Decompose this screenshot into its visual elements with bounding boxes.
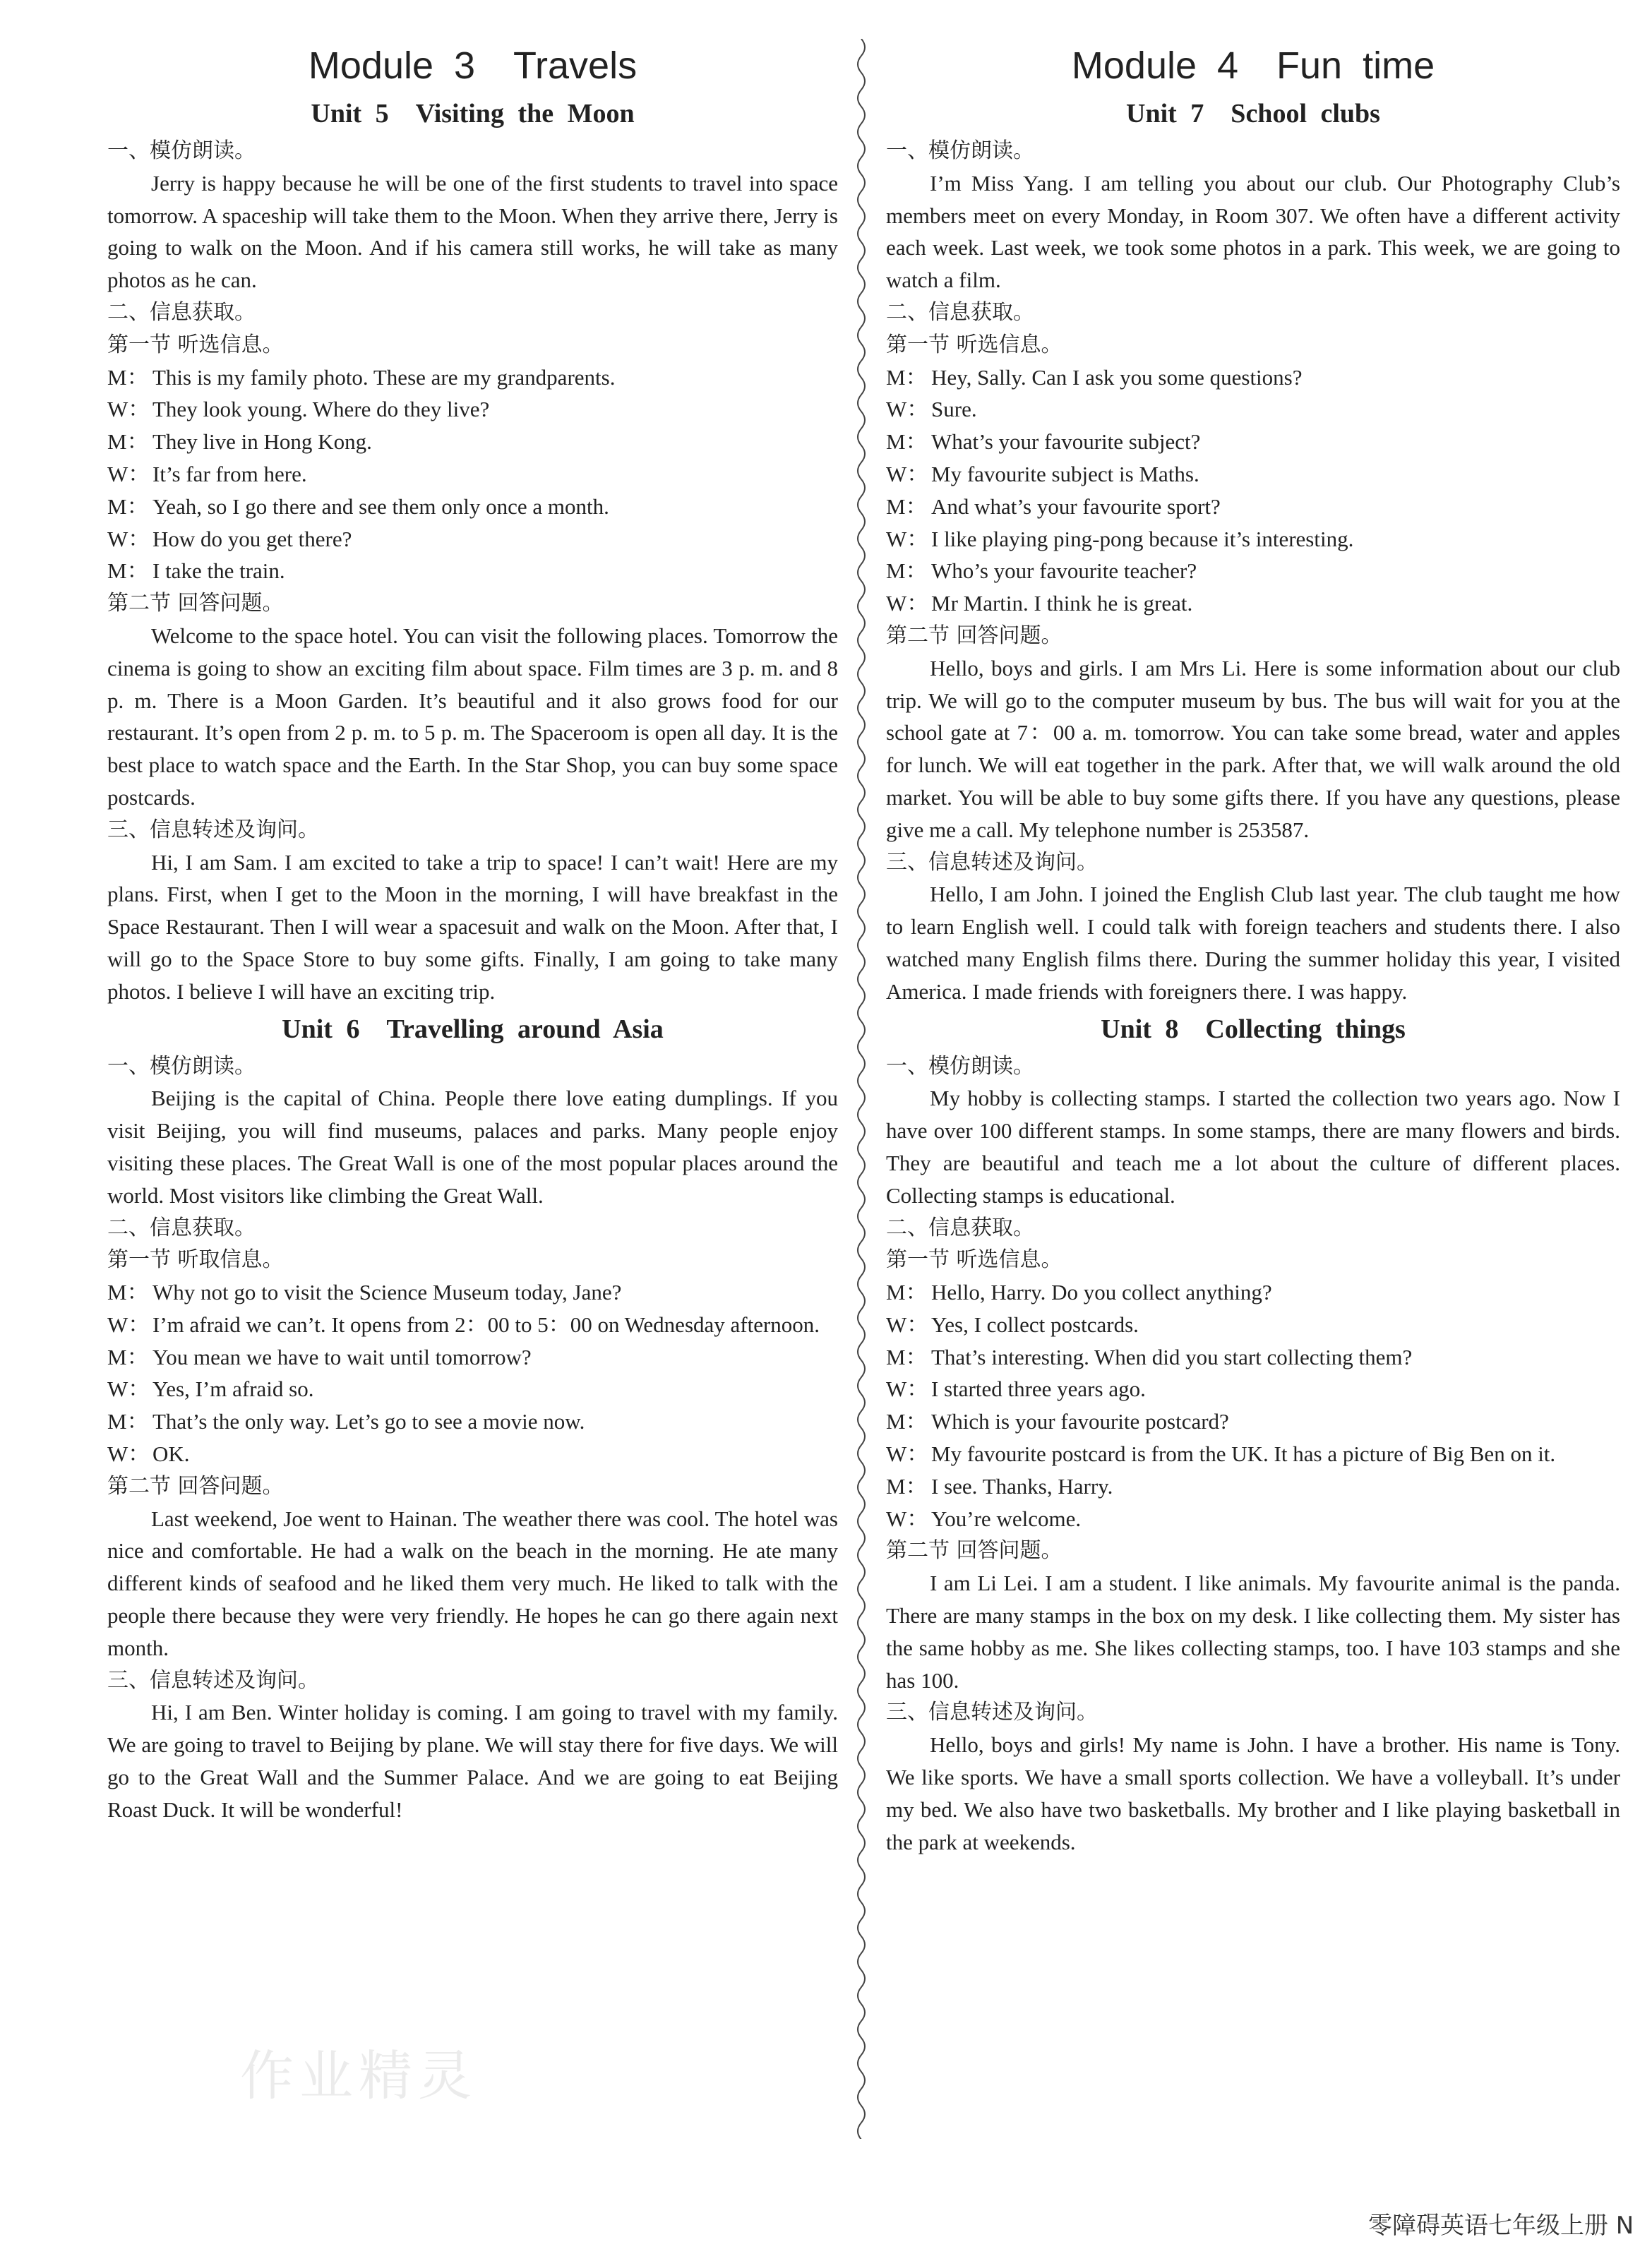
speaker-label: W： [886,461,929,486]
unit7-reading-passage: I’m Miss Yang. I am telling you about our club. Our Photography Club’s members meet on every Monday, in Room 307. We often have a different activity each week. Last week, we took some photos in a park. This week, we are going to watch a film. [886,170,1620,293]
dialogue-text: Yeah, so I go there and see them only once a month. [152,493,609,519]
speaker-label: M： [886,1344,928,1369]
unit7-part1-heading: 第一节 听选信息。 [886,332,1063,357]
dialogue-line [886,1470,1620,1503]
dialogue-text: Yes, I’m afraid so. [152,1377,314,1402]
unit6-retell-passage: Hi, I am Ben. Winter holiday is coming. I am going to travel with my family. We are going to travel to Beijing by plane. We will stay there for five days. We will go to the Great Wall and the Summer Palace. And we are going to eat Beijing Roast Duck. It will be wonderful! [107,1700,838,1822]
unit5-part2-heading: 第二节 回答问题。 [107,591,284,616]
unit8-section1-heading: 一、模仿朗读。 [886,1053,1034,1079]
speaker-label: M： [107,493,149,519]
dialogue-text: I see. Thanks, Harry. [931,1473,1113,1499]
speaker-label: W： [886,1506,929,1531]
unit6-dialogue [107,1276,838,1470]
dialogue-text: Yes, I collect postcards. [931,1312,1139,1337]
dialogue-line [886,1309,1620,1341]
unit5-retell-passage: Hi, I am Sam. I am excited to take a trip to space! I can’t wait! Here are my plans. First, when I get to the Moon in the morning, I will have breakfast in the Space Restaurant. Then I will wear a spacesuit and walk on the Moon. After that, I will go to the Space Store to buy some gifts. Finally, I am going to take many photos. I believe I will have an exciting trip. [107,849,838,1004]
dialogue-line [107,458,838,491]
module-4-title: Module 4 Fun time [1071,44,1435,87]
unit7-answer-passage: Hello, boys and girls. I am Mrs Li. Here is some information about our club trip. We will go to the computer museum by bus. The bus will wait for you at the school gate at 7：00 a. m. tomorrow. You can take some bread, water and apples for lunch. We will eat together in the park. After that, we will walk around the old market. You will be able to buy some gifts there. If you have any questions, please give me a call. My telephone number is 253587. [886,655,1620,842]
speaker-label: M： [107,364,149,390]
unit6-part2-heading: 第二节 回答问题。 [107,1473,284,1499]
dialogue-line [886,458,1620,491]
unit5-reading-passage: Jerry is happy because he will be one of the first students to travel into space tomorrow. A spaceship will take them to the Moon. When they arrive there, Jerry is going to walk on the Moon. And if his camera still works, he will take as many photos as he can. [107,170,838,293]
speaker-label: M： [107,429,149,455]
dialogue-line [107,491,838,523]
dialogue-line [107,523,838,556]
speaker-label: M： [107,558,149,584]
dialogue-line [886,523,1620,556]
dialogue-line [886,1341,1620,1374]
speaker-label: W： [107,1441,150,1467]
unit5-part1-heading: 第一节 听选信息。 [107,332,284,357]
speaker-label: M： [886,429,928,455]
dialogue-line [886,555,1620,587]
unit8-section2-heading: 二、信息获取。 [886,1215,1034,1240]
speaker-label: M： [886,493,928,519]
unit7-section1-heading: 一、模仿朗读。 [886,138,1034,163]
dialogue-text: Who’s your favourite teacher? [931,558,1197,584]
speaker-label: M： [886,1280,928,1305]
dialogue-line [886,393,1620,426]
dialogue-line [886,426,1620,458]
dialogue-text: This is my family photo. These are my grandparents. [152,364,616,390]
dialogue-line [886,587,1620,620]
dialogue-line [107,1309,838,1341]
speaker-label: M： [107,1344,149,1369]
dialogue-line [107,1405,838,1438]
dialogue-text: Mr Martin. I think he is great. [931,591,1193,616]
unit8-answer-passage: I am Li Lei. I am a student. I like animals. My favourite animal is the panda. There are many stamps in the box on my desk. I like collecting them. My sister has the same hobby as me. She likes collecting stamps, too. I have 103 stamps and she has 100. [886,1571,1620,1693]
dialogue-text: I take the train. [152,558,285,584]
unit8-dialogue [886,1276,1620,1535]
speaker-label: W： [107,1312,150,1337]
unit7-section2-heading: 二、信息获取。 [886,299,1034,325]
speaker-label: M： [886,1409,928,1434]
speaker-label: W： [107,526,150,551]
dialogue-text: I like playing ping-pong because it’s interesting. [931,526,1354,551]
dialogue-text: They look young. Where do they live? [152,397,490,422]
speaker-label: W： [107,461,150,486]
unit6-reading-passage: Beijing is the capital of China. People there love eating dumplings. If you visit Beijing, you will find museums, palaces and parks. Many people enjoy visiting these places. The Great Wall is one of the most popular places around the world. Most visitors like climbing the Great Wall. [107,1086,838,1208]
unit8-section3-heading: 三、信息转述及询问。 [886,1700,1098,1725]
speaker-label: W： [107,1377,150,1402]
unit8-part2-heading: 第二节 回答问题。 [886,1538,1063,1564]
dialogue-line [107,1276,838,1309]
speaker-label: M： [886,1473,928,1499]
dialogue-text: I started three years ago. [931,1377,1146,1402]
unit5-answer-passage: Welcome to the space hotel. You can visit the following places. Tomorrow the cinema is going to show an exciting film about space. Film times are 3 p. m. and 8 p. m. There is a Moon Garden. It’s beautiful and it also grows food for our restaurant. It’s open from 2 p. m. to 5 p. m. The Spaceroom is open all day. It is the best place to watch space and the Earth. In the Star Shop, you can buy some space postcards. [107,623,838,810]
unit7-retell-passage: Hello, I am John. I joined the English Club last year. The club taught me how to learn English well. I could talk with foreign teachers and students there. I also watched many English films there. During the summer holiday this year, I visited America. I made friends with foreigners there. I was happy. [886,882,1620,1004]
dialogue-text: That’s interesting. When did you start collecting them? [931,1344,1413,1369]
dialogue-line [886,361,1620,394]
dialogue-line [107,555,838,587]
dialogue-text: Which is your favourite postcard? [931,1409,1229,1434]
dialogue-line [107,361,838,394]
dialogue-line [886,1373,1620,1405]
unit6-section2-heading: 二、信息获取。 [107,1215,256,1240]
dialogue-text: You mean we have to wait until tomorrow? [152,1344,532,1369]
dialogue-text: OK. [152,1441,190,1467]
speaker-label: W： [886,1377,929,1402]
dialogue-text: Why not go to visit the Science Museum today, Jane? [152,1280,622,1305]
dialogue-line [886,1405,1620,1438]
unit-6-title: Unit 6 Travelling around Asia [282,1014,664,1044]
unit8-part1-heading: 第一节 听选信息。 [886,1247,1063,1273]
speaker-label: M： [886,558,928,584]
unit5-section3-heading: 三、信息转述及询问。 [107,817,319,842]
left-column [107,39,838,1826]
page-footer: 零障碍英语七年级上册 N [1368,2212,1634,2240]
unit5-section1-heading: 一、模仿朗读。 [107,138,256,163]
dialogue-line [107,1373,838,1405]
dialogue-text: That’s the only way. Let’s go to see a movie now. [152,1409,585,1434]
unit7-section3-heading: 三、信息转述及询问。 [886,849,1098,875]
dialogue-text: I’m afraid we can’t. It opens from 2：00 to 5：00 on Wednesday afternoon. [152,1312,820,1337]
column-divider [851,39,872,2139]
unit6-part1-heading: 第一节 听取信息。 [107,1247,284,1273]
dialogue-text: My favourite postcard is from the UK. It has a picture of Big Ben on it. [931,1441,1556,1467]
unit6-section3-heading: 三、信息转述及询问。 [107,1667,319,1693]
speaker-label: M： [107,1280,149,1305]
module-3-title: Module 3 Travels [308,44,638,87]
dialogue-text: What’s your favourite subject? [931,429,1201,455]
unit6-answer-passage: Last weekend, Joe went to Hainan. The weather there was cool. The hotel was nice and comfortable. He had a walk on the beach in the morning. He ate many different kinds of seafood and he liked them very much. He liked to talk with the people there because they were very friendly. He hopes he can go there again next month. [107,1506,838,1660]
unit8-reading-passage: My hobby is collecting stamps. I started the collection two years ago. Now I have over 100 different stamps. In some stamps, there are many flowers and birds. They are beautiful and teach me a lot about the culture of different places. Collecting stamps is educational. [886,1086,1620,1208]
speaker-label: W： [886,526,929,551]
unit7-dialogue [886,361,1620,620]
speaker-label: W： [886,591,929,616]
dialogue-text: How do you get there? [152,526,352,551]
dialogue-line [886,491,1620,523]
unit5-section2-heading: 二、信息获取。 [107,299,256,325]
unit-8-title: Unit 8 Collecting things [1101,1014,1406,1044]
speaker-label: M： [886,364,928,390]
unit6-section1-heading: 一、模仿朗读。 [107,1053,256,1079]
dialogue-line [886,1276,1620,1309]
right-column [886,39,1620,1858]
unit5-dialogue [107,361,838,588]
dialogue-text: You’re welcome. [931,1506,1082,1531]
speaker-label: W： [886,1441,929,1467]
unit-5-title: Unit 5 Visiting the Moon [311,99,635,128]
dialogue-line [107,426,838,458]
dialogue-text: Hey, Sally. Can I ask you some questions? [931,364,1303,390]
unit7-part2-heading: 第二节 回答问题。 [886,623,1063,648]
watermark: 作业精灵 [240,2044,477,2107]
unit8-retell-passage: Hello, boys and girls! My name is John. I have a brother. His name is Tony. We like sports. We have a small sports collection. We have a volleyball. It’s under my bed. We also have two basketballs. My brother and I like playing basketball in the park at weekends. [886,1732,1620,1854]
dialogue-text: Sure. [931,397,977,422]
dialogue-text: They live in Hong Kong. [152,429,372,455]
dialogue-line [886,1438,1620,1470]
unit-7-title: Unit 7 School clubs [1126,99,1380,128]
dialogue-text: It’s far from here. [152,461,307,486]
speaker-label: W： [886,397,929,422]
dialogue-line [107,1438,838,1470]
dialogue-line [886,1503,1620,1535]
dialogue-text: My favourite subject is Maths. [931,461,1199,486]
dialogue-text: And what’s your favourite sport? [931,493,1221,519]
speaker-label: W： [107,397,150,422]
dialogue-line [107,1341,838,1374]
speaker-label: M： [107,1409,149,1434]
dialogue-line [107,393,838,426]
speaker-label: W： [886,1312,929,1337]
dialogue-text: Hello, Harry. Do you collect anything? [931,1280,1272,1305]
